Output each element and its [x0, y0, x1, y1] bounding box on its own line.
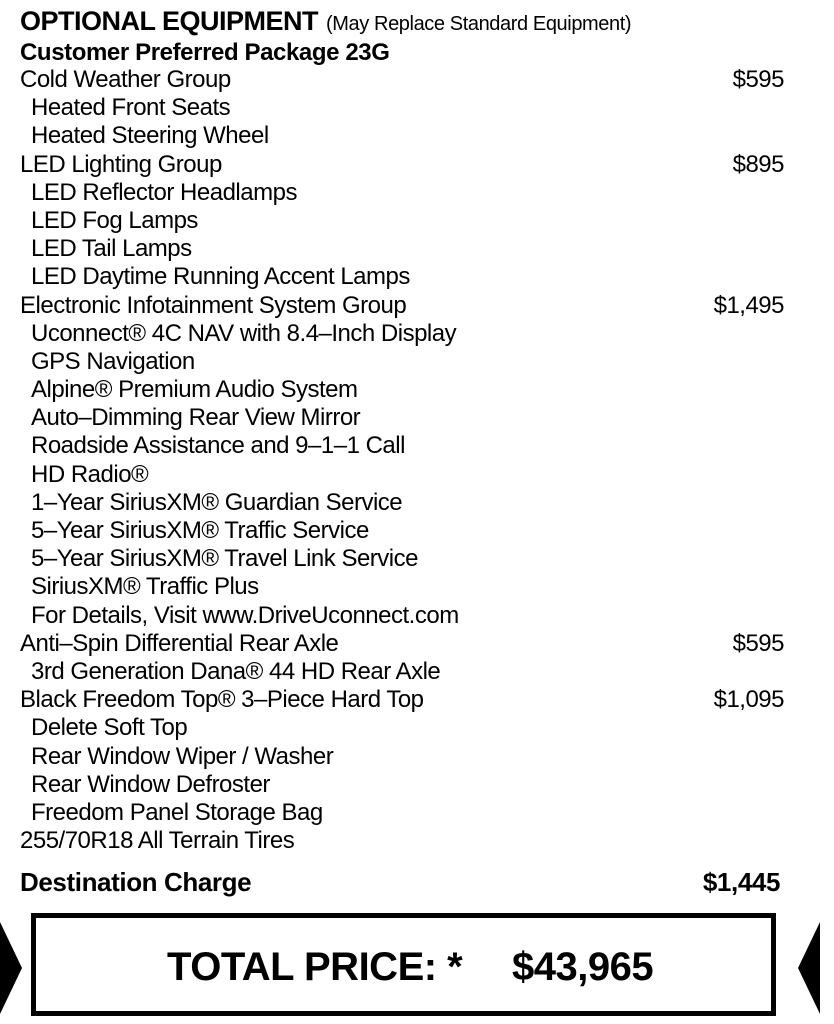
- option-group-price: $595: [732, 66, 784, 93]
- destination-charge-row: [20, 867, 780, 899]
- option-item: SiriusXM® Traffic Plus: [31, 573, 259, 601]
- section-title: OPTIONAL EQUIPMENT: [20, 6, 319, 36]
- option-group-row: [20, 686, 784, 714]
- option-group-row: [20, 630, 784, 658]
- option-item: LED Fog Lamps: [31, 206, 198, 234]
- option-item: Roadside Assistance and 9–1–1 Call: [31, 432, 405, 460]
- option-item: Auto–Dimming Rear View Mirror: [31, 404, 361, 432]
- option-item: 1–Year SiriusXM® Guardian Service: [31, 488, 403, 516]
- left-arrow-icon: [0, 922, 22, 1014]
- option-group-label: Black Freedom Top® 3–Piece Hard Top: [20, 686, 424, 714]
- section-header: [20, 6, 631, 37]
- option-group-price: $895: [732, 150, 784, 178]
- option-item: 5–Year SiriusXM® Travel Link Service: [31, 545, 418, 573]
- option-group-row: [20, 151, 784, 179]
- option-item: 3rd Generation Dana® 44 HD Rear Axle: [31, 657, 441, 685]
- package-name: Customer Preferred Package 23G: [20, 39, 390, 66]
- option-item: Alpine® Premium Audio System: [31, 376, 358, 404]
- option-item: LED Tail Lamps: [31, 235, 192, 263]
- option-group-price: $1,495: [713, 291, 784, 319]
- option-item: Delete Soft Top: [31, 714, 188, 742]
- total-price-amount: $43,965: [512, 945, 654, 989]
- destination-price: $1,445: [702, 867, 780, 897]
- option-group-row: [20, 292, 784, 320]
- option-item: Freedom Panel Storage Bag: [31, 798, 323, 826]
- option-group-row: [20, 66, 784, 94]
- option-group-row: [20, 827, 784, 855]
- option-item: Uconnect® 4C NAV with 8.4–Inch Display: [31, 319, 457, 347]
- option-group-label: Cold Weather Group: [20, 66, 231, 93]
- option-group-label: LED Lighting Group: [20, 150, 222, 178]
- section-note: (May Replace Standard Equipment): [326, 13, 632, 35]
- option-group-price: $595: [732, 629, 784, 657]
- option-group-label: 255/70R18 All Terrain Tires: [20, 827, 295, 855]
- option-item: Heated Steering Wheel: [31, 122, 269, 150]
- total-price-label: TOTAL PRICE: *: [167, 945, 463, 989]
- option-item: HD Radio®: [31, 460, 149, 488]
- option-item: 5–Year SiriusXM® Traffic Service: [31, 517, 369, 544]
- equipment-list: [20, 66, 784, 855]
- option-item: For Details, Visit www.DriveUconnect.com: [31, 601, 459, 629]
- option-item: Heated Front Seats: [31, 94, 231, 122]
- option-group-label: Electronic Infotainment System Group: [20, 291, 407, 319]
- option-item: GPS Navigation: [31, 347, 195, 375]
- option-item: Rear Window Wiper / Washer: [31, 742, 334, 770]
- option-item: Rear Window Defroster: [31, 770, 270, 798]
- option-group-price: $1,095: [713, 686, 784, 714]
- option-item: LED Daytime Running Accent Lamps: [31, 263, 410, 291]
- option-item: LED Reflector Headlamps: [31, 178, 297, 206]
- destination-label: Destination Charge: [20, 867, 252, 897]
- right-arrow-icon: [798, 922, 820, 1014]
- option-group-label: Anti–Spin Differential Rear Axle: [20, 629, 339, 657]
